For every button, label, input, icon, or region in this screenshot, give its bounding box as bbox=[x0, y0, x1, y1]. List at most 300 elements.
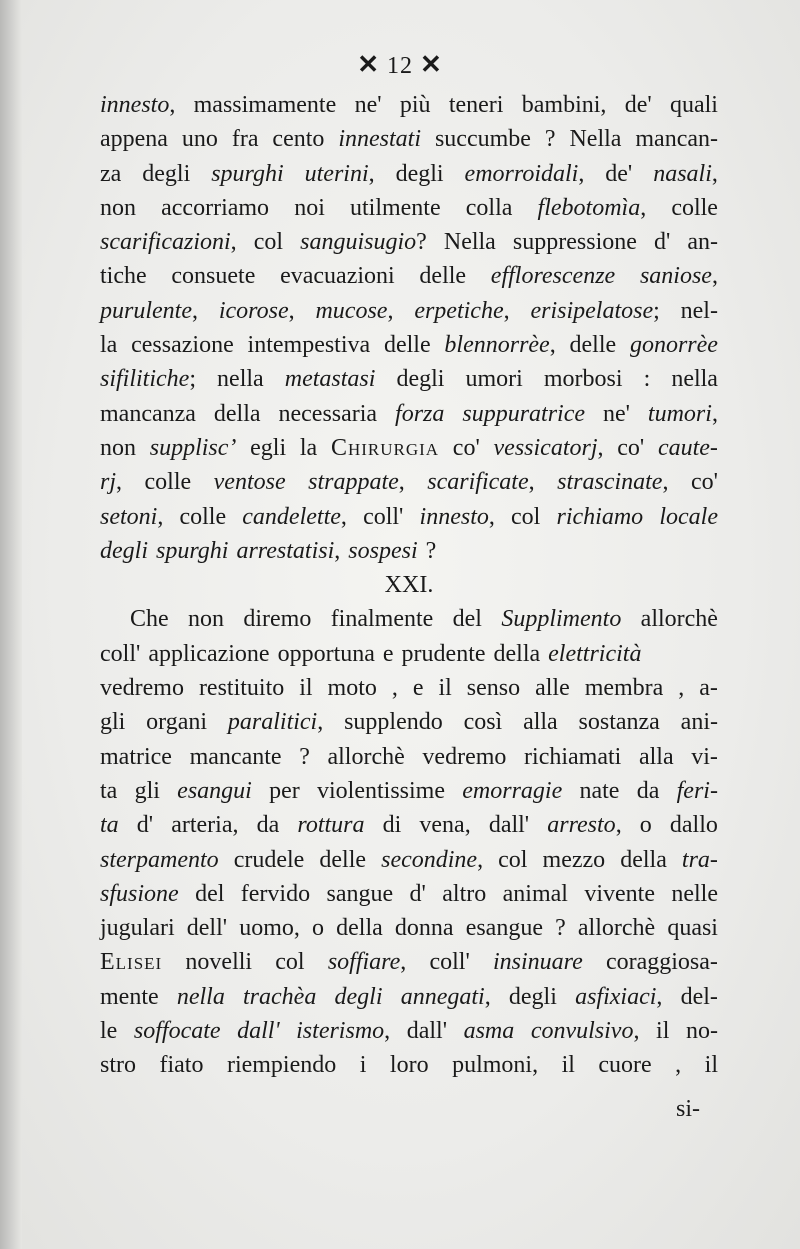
roman-text: mancanza bbox=[100, 400, 196, 427]
word bbox=[360, 1048, 367, 1082]
italic-text: sfusione bbox=[100, 880, 179, 907]
roman-text: delle bbox=[419, 263, 467, 290]
roman-text: degli bbox=[508, 983, 557, 1010]
catchword: si- bbox=[676, 1096, 700, 1122]
text-line bbox=[100, 945, 718, 979]
roman-text: supplendo bbox=[344, 709, 443, 736]
word bbox=[161, 191, 269, 225]
text-line bbox=[100, 191, 718, 225]
word bbox=[555, 911, 566, 945]
roman-text: Che bbox=[130, 606, 169, 633]
word bbox=[219, 294, 295, 328]
text-line bbox=[100, 843, 718, 877]
roman-text: loro bbox=[389, 1052, 429, 1079]
roman-text: co' bbox=[690, 469, 718, 496]
word bbox=[659, 500, 718, 534]
roman-text: jugulari bbox=[100, 915, 175, 942]
word bbox=[453, 602, 482, 636]
italic-text: rottura bbox=[297, 812, 365, 839]
section-heading: XXI. bbox=[384, 572, 434, 599]
text-line bbox=[100, 671, 718, 705]
word bbox=[530, 294, 659, 328]
roman-text: consuete bbox=[171, 263, 256, 290]
word bbox=[150, 431, 237, 465]
roman-text: vi- bbox=[691, 743, 718, 770]
word bbox=[338, 122, 421, 156]
roman-text: il bbox=[299, 675, 313, 702]
italic-text: candelette bbox=[242, 503, 341, 530]
italic-text: metastasi bbox=[284, 366, 376, 393]
word bbox=[182, 122, 218, 156]
word bbox=[350, 191, 441, 225]
word bbox=[653, 157, 718, 191]
italic-text: gonorrèe bbox=[629, 332, 718, 359]
word bbox=[384, 328, 431, 362]
roman-text: ? bbox=[555, 915, 566, 942]
italic-text: trachèa bbox=[243, 983, 317, 1010]
roman-text: richiamati bbox=[524, 743, 622, 770]
roman-text: applicazione bbox=[148, 640, 270, 667]
word bbox=[671, 362, 718, 396]
text-line bbox=[100, 431, 718, 465]
word bbox=[671, 877, 718, 911]
word bbox=[308, 465, 405, 499]
text-line bbox=[100, 637, 718, 671]
roman-text: , bbox=[711, 160, 718, 187]
word bbox=[348, 534, 417, 568]
text-line bbox=[100, 774, 718, 808]
word bbox=[419, 259, 466, 293]
italic-text: flebotomìa bbox=[537, 194, 641, 221]
italic-text: Supplimento bbox=[501, 606, 622, 633]
roman-text: ; bbox=[189, 366, 196, 393]
word bbox=[648, 397, 718, 431]
word bbox=[491, 259, 615, 293]
italic-text: forza bbox=[395, 400, 445, 427]
roman-text: , bbox=[391, 675, 398, 702]
roman-text: col bbox=[253, 229, 284, 256]
word bbox=[171, 808, 238, 842]
italic-text: sospesi bbox=[348, 537, 418, 564]
word bbox=[100, 740, 172, 774]
italic-text: purulente bbox=[100, 297, 192, 324]
word bbox=[331, 602, 434, 636]
roman-text: Nella bbox=[569, 126, 622, 153]
italic-text: isterismo bbox=[296, 1018, 385, 1045]
roman-text: dallo bbox=[669, 812, 718, 839]
roman-text: fervido bbox=[240, 880, 311, 907]
roman-text: membra bbox=[584, 675, 664, 702]
roman-text: colla bbox=[465, 194, 513, 221]
roman-text: da bbox=[256, 812, 280, 839]
word bbox=[300, 431, 317, 465]
word bbox=[131, 328, 234, 362]
word bbox=[395, 911, 454, 945]
word bbox=[699, 671, 718, 705]
roman-text: , bbox=[503, 297, 510, 324]
text-line bbox=[100, 225, 718, 259]
italic-text: secondine bbox=[381, 846, 478, 873]
word bbox=[548, 637, 641, 671]
roman-text: esangue bbox=[465, 915, 543, 942]
word bbox=[603, 397, 630, 431]
word bbox=[278, 637, 375, 671]
word bbox=[214, 465, 286, 499]
roman-text: ; bbox=[653, 297, 660, 324]
word bbox=[214, 397, 261, 431]
roman-text: Nella bbox=[443, 229, 496, 256]
italic-text: degli bbox=[334, 983, 383, 1010]
roman-text: teneri bbox=[448, 92, 504, 118]
word bbox=[187, 911, 227, 945]
roman-text: ? bbox=[416, 229, 427, 256]
word bbox=[100, 637, 140, 671]
word bbox=[146, 705, 207, 739]
word bbox=[438, 671, 451, 705]
word bbox=[524, 740, 621, 774]
text-line bbox=[100, 122, 718, 156]
word bbox=[462, 774, 562, 808]
roman-text: , bbox=[398, 469, 405, 496]
roman-text: dall' bbox=[406, 1018, 448, 1045]
roman-text: o bbox=[312, 915, 325, 942]
roman-text: delle bbox=[319, 846, 367, 873]
roman-text: per bbox=[269, 777, 300, 804]
roman-text: d' bbox=[136, 812, 154, 839]
roman-text: de' bbox=[624, 92, 652, 118]
italic-text: soffiare bbox=[327, 949, 401, 976]
roman-text: della bbox=[493, 640, 541, 667]
italic-text: feri- bbox=[676, 777, 718, 804]
italic-text: uterini bbox=[304, 160, 369, 187]
roman-text: del bbox=[452, 606, 482, 633]
word bbox=[145, 465, 192, 499]
word bbox=[667, 911, 718, 945]
page-number: 12 bbox=[387, 53, 413, 79]
text-line bbox=[100, 397, 718, 431]
word bbox=[392, 671, 398, 705]
roman-text: uno bbox=[181, 126, 218, 153]
word bbox=[620, 843, 667, 877]
word bbox=[658, 431, 718, 465]
italic-text: asma bbox=[463, 1018, 515, 1045]
word bbox=[100, 431, 136, 465]
word bbox=[355, 88, 382, 122]
roman-text: alla bbox=[638, 743, 674, 770]
word bbox=[317, 774, 445, 808]
word bbox=[630, 328, 718, 362]
word bbox=[670, 88, 718, 122]
italic-text: erisipelatose bbox=[530, 297, 654, 324]
roman-text: , bbox=[340, 503, 347, 530]
text-line bbox=[100, 465, 718, 499]
text-line bbox=[100, 362, 718, 396]
roman-text: nella bbox=[671, 366, 718, 393]
italic-text: innestati bbox=[338, 126, 422, 153]
roman-text: , bbox=[288, 297, 295, 324]
page-header bbox=[0, 50, 800, 80]
italic-text: emorroidali bbox=[464, 160, 579, 187]
italic-text: tra- bbox=[681, 846, 718, 873]
italic-text: suppuratrice bbox=[462, 400, 586, 427]
roman-text: fra bbox=[231, 126, 259, 153]
italic-text: icorose bbox=[218, 297, 289, 324]
word bbox=[501, 602, 621, 636]
word bbox=[272, 122, 324, 156]
word bbox=[429, 945, 469, 979]
roman-text: della bbox=[620, 846, 667, 873]
word bbox=[681, 294, 718, 328]
small-caps-text: Elisei bbox=[100, 949, 163, 976]
italic-text: annegati bbox=[400, 983, 485, 1010]
word bbox=[625, 88, 652, 122]
italic-text: sterpamento bbox=[100, 846, 219, 873]
word bbox=[194, 88, 337, 122]
roman-text: , bbox=[662, 469, 669, 496]
word bbox=[156, 534, 228, 568]
text-line bbox=[100, 294, 718, 328]
roman-text: degli bbox=[395, 160, 444, 187]
italic-text: ventose bbox=[213, 469, 286, 496]
word bbox=[100, 259, 147, 293]
word bbox=[494, 637, 541, 671]
roman-text: nelle bbox=[671, 880, 718, 907]
italic-text: convulsivo bbox=[530, 1018, 634, 1045]
word bbox=[671, 191, 718, 225]
word bbox=[195, 877, 224, 911]
italic-text: efflorescenze bbox=[490, 263, 616, 290]
italic-text: suppliscʼ bbox=[149, 434, 237, 461]
word bbox=[675, 1048, 681, 1082]
roman-text: ne' bbox=[602, 400, 630, 427]
word bbox=[211, 157, 283, 191]
word bbox=[177, 774, 252, 808]
italic-text: rj bbox=[100, 469, 117, 496]
word bbox=[606, 945, 718, 979]
roman-text: non bbox=[188, 606, 225, 633]
word bbox=[185, 945, 252, 979]
italic-text: tumori bbox=[647, 400, 712, 427]
word bbox=[687, 225, 718, 259]
text-line bbox=[100, 980, 718, 1014]
italic-text: nella bbox=[176, 983, 225, 1010]
word bbox=[199, 671, 284, 705]
roman-text: tiche bbox=[100, 263, 147, 290]
word bbox=[100, 362, 196, 396]
word bbox=[538, 191, 647, 225]
roman-text: sostanza bbox=[578, 709, 660, 736]
word bbox=[410, 877, 426, 911]
word bbox=[217, 362, 264, 396]
roman-text: ani- bbox=[680, 709, 718, 736]
word bbox=[493, 945, 583, 979]
roman-text: di bbox=[382, 812, 402, 839]
word bbox=[241, 877, 310, 911]
roman-text: vena, bbox=[419, 812, 471, 839]
word bbox=[100, 877, 179, 911]
roman-text: animal bbox=[502, 880, 568, 907]
italic-text: asfixiaci bbox=[575, 983, 657, 1010]
roman-text: mancan- bbox=[635, 126, 718, 153]
roman-text: novelli bbox=[185, 949, 253, 976]
italic-text: elettricità bbox=[548, 640, 642, 667]
word bbox=[640, 808, 652, 842]
word bbox=[299, 740, 310, 774]
roman-text: intempestiva bbox=[247, 332, 371, 359]
roman-text: uomo, bbox=[239, 915, 300, 942]
word bbox=[328, 671, 377, 705]
word bbox=[617, 431, 644, 465]
word bbox=[344, 705, 443, 739]
word bbox=[100, 1048, 136, 1082]
small-caps-text: Chirurgia bbox=[330, 434, 440, 461]
word bbox=[569, 122, 621, 156]
italic-text: blennorrèe bbox=[444, 332, 550, 359]
word bbox=[605, 157, 632, 191]
roman-text: pulmoni, bbox=[452, 1052, 539, 1079]
word bbox=[100, 500, 163, 534]
roman-text: mezzo bbox=[542, 846, 606, 873]
word bbox=[466, 191, 513, 225]
word bbox=[691, 465, 718, 499]
text-line bbox=[100, 1048, 718, 1082]
word bbox=[464, 705, 503, 739]
word bbox=[400, 88, 431, 122]
word bbox=[248, 328, 371, 362]
roman-text: sangue bbox=[326, 880, 394, 907]
word bbox=[363, 500, 403, 534]
roman-text: , bbox=[528, 469, 535, 496]
roman-text: del- bbox=[680, 983, 718, 1010]
italic-text: esangui bbox=[177, 777, 252, 804]
italic-text: spurghi bbox=[156, 537, 229, 564]
word bbox=[544, 362, 623, 396]
word bbox=[579, 705, 660, 739]
roman-text: umori bbox=[465, 366, 523, 393]
text-line bbox=[100, 534, 718, 568]
roman-text: donna bbox=[394, 915, 454, 942]
word bbox=[100, 328, 117, 362]
word bbox=[381, 843, 483, 877]
italic-text: paralitici bbox=[227, 709, 318, 736]
roman-text: , bbox=[678, 675, 685, 702]
word bbox=[100, 980, 159, 1014]
word bbox=[531, 1014, 640, 1048]
word bbox=[396, 157, 444, 191]
word bbox=[419, 808, 470, 842]
word bbox=[407, 1014, 447, 1048]
roman-text: cessazione bbox=[131, 332, 234, 359]
word bbox=[137, 808, 153, 842]
roman-text: e bbox=[382, 640, 394, 667]
roman-text: ? bbox=[425, 537, 437, 564]
roman-text: , bbox=[317, 709, 324, 736]
text-line bbox=[100, 705, 718, 739]
word bbox=[543, 843, 606, 877]
italic-text: strascinate bbox=[557, 469, 663, 496]
word bbox=[635, 122, 718, 156]
word bbox=[578, 911, 655, 945]
word bbox=[297, 808, 364, 842]
roman-text: delle bbox=[569, 332, 617, 359]
word bbox=[243, 602, 311, 636]
word bbox=[100, 808, 119, 842]
word bbox=[427, 465, 534, 499]
roman-text: ta bbox=[100, 777, 118, 804]
word bbox=[656, 1014, 669, 1048]
word bbox=[227, 1048, 336, 1082]
roman-text: col bbox=[275, 949, 305, 976]
roman-text: d' bbox=[653, 229, 671, 256]
word bbox=[691, 740, 718, 774]
roman-text: accorriamo bbox=[161, 194, 270, 221]
italic-text: sifilitiche bbox=[100, 366, 190, 393]
roman-text: il bbox=[561, 1052, 575, 1079]
roman-text: riempiendo bbox=[226, 1052, 337, 1079]
word bbox=[326, 877, 393, 911]
word bbox=[494, 431, 604, 465]
word bbox=[401, 980, 491, 1014]
roman-text: della bbox=[336, 915, 383, 942]
roman-text: quasi bbox=[667, 915, 718, 942]
text-line bbox=[100, 500, 718, 534]
word bbox=[498, 843, 527, 877]
word bbox=[315, 294, 393, 328]
roman-text: utilmente bbox=[349, 194, 441, 221]
roman-text: allorchè bbox=[577, 915, 656, 942]
word bbox=[134, 1014, 221, 1048]
word bbox=[452, 1048, 538, 1082]
word bbox=[413, 671, 424, 705]
text-line bbox=[100, 740, 718, 774]
roman-text: , bbox=[477, 846, 484, 873]
word bbox=[285, 362, 376, 396]
italic-text: arresto bbox=[547, 812, 616, 839]
word bbox=[148, 637, 269, 671]
roman-text: dell' bbox=[186, 915, 228, 942]
italic-text: setoni bbox=[100, 503, 158, 530]
word bbox=[100, 671, 184, 705]
word bbox=[336, 911, 383, 945]
text-line bbox=[100, 88, 718, 122]
roman-text: degli bbox=[396, 366, 445, 393]
word bbox=[575, 980, 662, 1014]
roman-text: succumbe bbox=[434, 126, 531, 153]
word bbox=[557, 500, 644, 534]
roman-text: col bbox=[511, 503, 541, 530]
word bbox=[100, 294, 198, 328]
roman-text: colle bbox=[144, 469, 192, 496]
roman-text: d' bbox=[409, 880, 426, 907]
word bbox=[535, 671, 570, 705]
word bbox=[269, 774, 300, 808]
word bbox=[522, 88, 607, 122]
roman-text: , bbox=[597, 434, 604, 461]
word bbox=[640, 259, 718, 293]
word bbox=[335, 980, 383, 1014]
word bbox=[100, 397, 196, 431]
roman-text: alle bbox=[535, 675, 570, 702]
italic-text: erpetiche bbox=[414, 297, 504, 324]
roman-text: il bbox=[704, 1052, 718, 1079]
word bbox=[383, 637, 394, 671]
word bbox=[420, 500, 495, 534]
roman-text: o bbox=[639, 812, 652, 839]
word bbox=[278, 397, 377, 431]
roman-text: , bbox=[191, 297, 198, 324]
roman-text: nella bbox=[217, 366, 264, 393]
text-line bbox=[100, 602, 718, 636]
